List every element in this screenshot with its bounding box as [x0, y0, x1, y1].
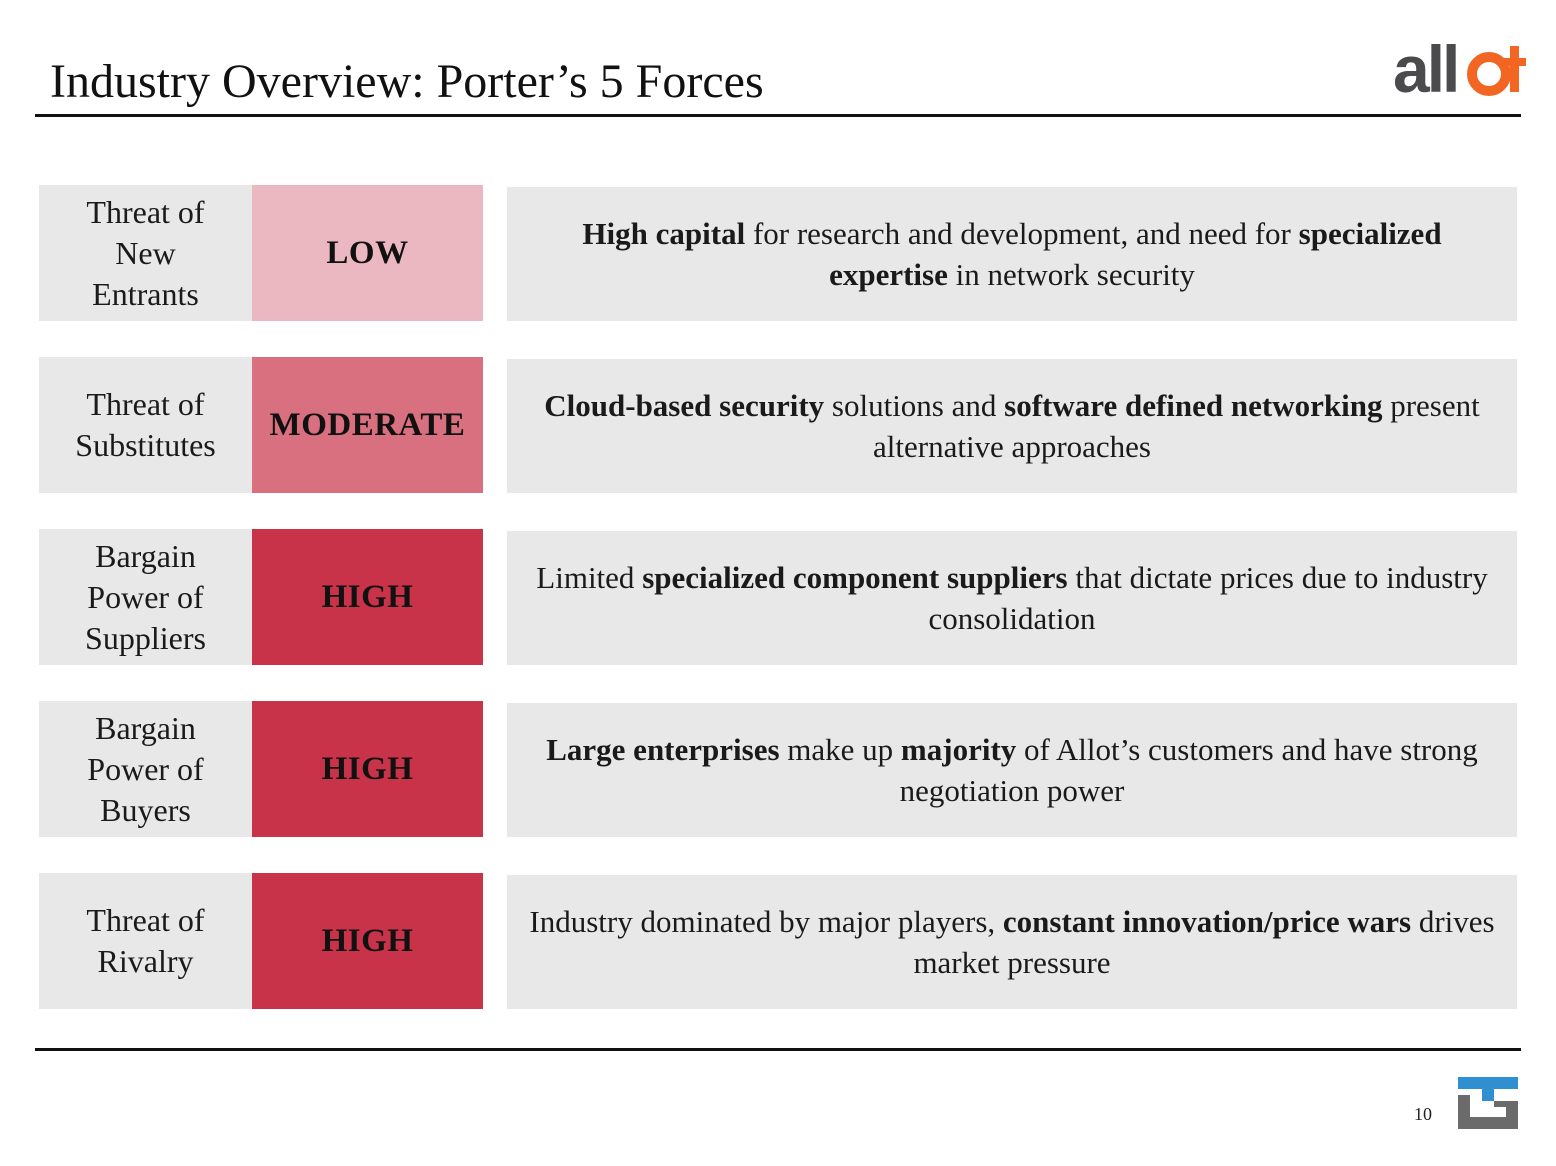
- force-description: [507, 531, 1517, 665]
- level-badge: HIGH: [252, 873, 483, 1009]
- level-badge: HIGH: [252, 701, 483, 837]
- force-row: [39, 357, 1517, 493]
- description-text: Limited: [536, 560, 643, 595]
- force-name-line: Bargain: [95, 709, 196, 746]
- description-text: for research and development, and need for: [745, 216, 1299, 251]
- force-name-line: Power of: [87, 750, 204, 787]
- company-mark-icon: [1456, 1075, 1520, 1131]
- force-name: [39, 529, 252, 665]
- description-text: of Allot’s customers and have strong negotiation power: [899, 732, 1478, 808]
- description-emphasis: specialized component suppliers: [642, 560, 1068, 595]
- level-badge: HIGH: [252, 529, 483, 665]
- force-name-line: Threat of: [86, 902, 205, 938]
- description-emphasis: constant innovation/price wars: [1002, 904, 1412, 939]
- force-description: [507, 875, 1517, 1009]
- slide-title: Industry Overview: Porter’s 5 Forces: [50, 55, 764, 108]
- force-row: [39, 873, 1517, 1009]
- force-name: [39, 701, 252, 837]
- force-name-line: Threat of: [86, 386, 205, 422]
- force-name-line: Rivalry: [97, 943, 194, 979]
- force-name-line: New: [115, 234, 176, 271]
- force-name-line: Entrants: [92, 275, 199, 312]
- description-text: Industry dominated by major players,: [529, 904, 1003, 939]
- description-text: in network security: [947, 257, 1195, 292]
- force-row: [39, 529, 1517, 665]
- svg-text:all: all: [1393, 36, 1458, 100]
- level-badge: MODERATE: [252, 357, 483, 493]
- description-text: drives market pressure: [913, 904, 1495, 980]
- description-emphasis: software defined networking: [1004, 388, 1383, 423]
- description-emphasis: Large enterprises: [546, 732, 780, 767]
- force-name: [39, 357, 252, 493]
- allot-logo: [1393, 36, 1528, 100]
- description-text: that dictate prices due to industry consolidation: [928, 560, 1488, 636]
- description-text: present alternative approaches: [873, 388, 1480, 464]
- description-emphasis: majority: [900, 732, 1017, 767]
- force-name: [39, 873, 252, 1009]
- title-underline: [35, 114, 1521, 117]
- force-name-line: Bargain: [95, 537, 196, 574]
- description-emphasis: High capital: [582, 216, 746, 251]
- description-emphasis: Cloud-based security: [544, 388, 825, 423]
- bottom-rule: [35, 1048, 1521, 1051]
- force-name-line: Buyers: [100, 791, 191, 828]
- description-text: solutions and: [824, 388, 1005, 423]
- page-number: 10: [1414, 1104, 1432, 1124]
- force-name-line: Power of: [87, 578, 204, 615]
- force-name: [39, 185, 252, 321]
- force-name-line: Threat of: [86, 193, 205, 230]
- force-name-line: Substitutes: [75, 427, 216, 463]
- force-name-line: Suppliers: [85, 619, 206, 656]
- level-badge: LOW: [252, 185, 483, 321]
- force-description: [507, 359, 1517, 493]
- description-emphasis: specialized expertise: [829, 216, 1442, 292]
- force-row: [39, 701, 1517, 837]
- force-description: [507, 187, 1517, 321]
- description-text: make up: [779, 732, 901, 767]
- force-row: [39, 185, 1517, 321]
- force-description: [507, 703, 1517, 837]
